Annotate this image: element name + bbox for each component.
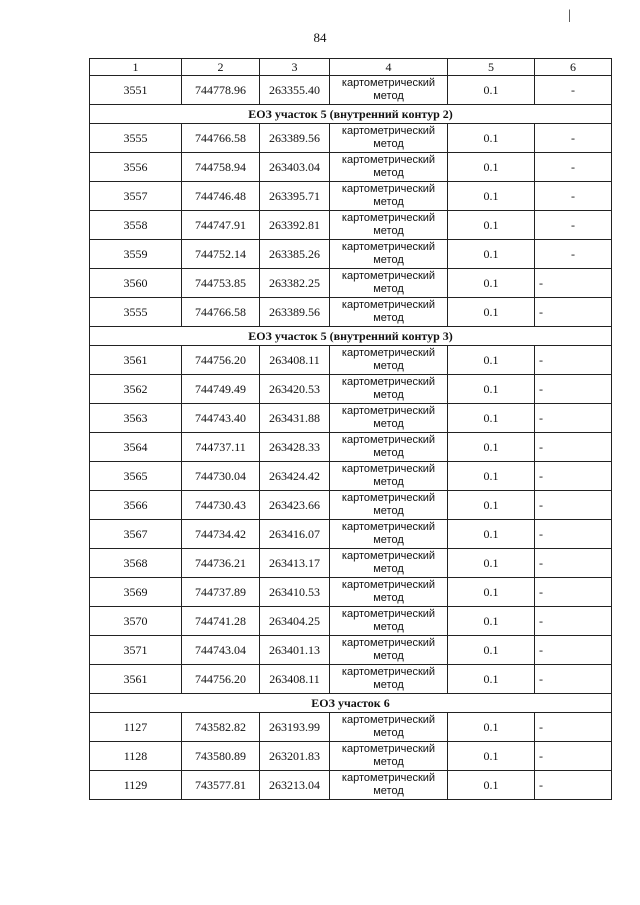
description-cell: - [535,76,612,105]
description-cell: - [535,346,612,375]
description-cell: - [535,713,612,742]
point-number-cell: 1129 [90,771,182,800]
table-row [90,346,612,375]
method-text-line2: метод [373,225,404,237]
point-number-cell: 3566 [90,491,182,520]
method-text-line2: метод [373,447,404,459]
method-cell [330,124,448,153]
accuracy-cell: 0.1 [448,346,535,375]
accuracy-cell: 0.1 [448,665,535,694]
y-coordinate-cell: 263385.26 [260,240,330,269]
point-number-cell: 3568 [90,549,182,578]
y-coordinate-cell: 263395.71 [260,182,330,211]
point-number-cell: 3570 [90,607,182,636]
point-number-cell: 1127 [90,713,182,742]
point-number-cell: 3558 [90,211,182,240]
method-text-line2: метод [373,756,404,768]
accuracy-cell: 0.1 [448,182,535,211]
accuracy-cell: 0.1 [448,76,535,105]
method-cell [330,742,448,771]
y-coordinate-cell: 263420.53 [260,375,330,404]
accuracy-cell: 0.1 [448,549,535,578]
point-number-cell: 3557 [90,182,182,211]
point-number-cell: 3555 [90,124,182,153]
method-cell [330,771,448,800]
description-cell: - [535,124,612,153]
method-text-line1: картометрический [341,714,436,726]
point-number-cell: 3562 [90,375,182,404]
method-text-line1: картометрический [341,550,436,562]
table-row [90,404,612,433]
method-text-line2: метод [373,389,404,401]
method-text-line2: метод [373,138,404,150]
x-coordinate-cell: 744746.48 [182,182,260,211]
table-row [90,182,612,211]
corner-mark: | [568,8,571,23]
table-row [90,298,612,327]
method-text-line1: картометрический [341,579,436,591]
method-text-line1: картометрический [341,212,436,224]
method-text-line1: картометрический [341,521,436,533]
method-text-line1: картометрический [341,405,436,417]
x-coordinate-cell: 744737.89 [182,578,260,607]
x-coordinate-cell: 744734.42 [182,520,260,549]
method-text-line1: картометрический [341,299,436,311]
y-coordinate-cell: 263410.53 [260,578,330,607]
description-cell: - [535,375,612,404]
description-cell: - [535,433,612,462]
method-text-line1: картометрический [341,743,436,755]
header-cell: 2 [182,59,260,76]
point-number-cell: 3561 [90,346,182,375]
accuracy-cell: 0.1 [448,153,535,182]
accuracy-cell: 0.1 [448,462,535,491]
x-coordinate-cell: 743577.81 [182,771,260,800]
y-coordinate-cell: 263389.56 [260,298,330,327]
point-number-cell: 3551 [90,76,182,105]
table-row [90,462,612,491]
description-cell: - [535,240,612,269]
accuracy-cell: 0.1 [448,433,535,462]
method-text-line2: метод [373,312,404,324]
y-coordinate-cell: 263201.83 [260,742,330,771]
x-coordinate-cell: 744730.04 [182,462,260,491]
table-row [90,607,612,636]
method-text-line1: картометрический [341,347,436,359]
table-row [90,549,612,578]
description-cell: - [535,211,612,240]
accuracy-cell: 0.1 [448,375,535,404]
table-row [90,578,612,607]
method-text-line2: метод [373,785,404,797]
y-coordinate-cell: 263403.04 [260,153,330,182]
y-coordinate-cell: 263416.07 [260,520,330,549]
method-cell [330,578,448,607]
section-title: ЕОЗ участок 6 [90,694,612,713]
coordinates-table [89,58,612,800]
x-coordinate-cell: 744758.94 [182,153,260,182]
y-coordinate-cell: 263424.42 [260,462,330,491]
point-number-cell: 3569 [90,578,182,607]
point-number-cell: 3564 [90,433,182,462]
accuracy-cell: 0.1 [448,298,535,327]
method-cell [330,607,448,636]
accuracy-cell: 0.1 [448,771,535,800]
method-text-line2: метод [373,679,404,691]
method-text-line2: метод [373,476,404,488]
x-coordinate-cell: 744736.21 [182,549,260,578]
method-cell [330,549,448,578]
table-row [90,269,612,298]
y-coordinate-cell: 263355.40 [260,76,330,105]
x-coordinate-cell: 744756.20 [182,665,260,694]
method-text-line2: метод [373,360,404,372]
method-text-line2: метод [373,196,404,208]
method-text-line1: картометрический [341,492,436,504]
method-text-line2: метод [373,592,404,604]
y-coordinate-cell: 263213.04 [260,771,330,800]
accuracy-cell: 0.1 [448,240,535,269]
method-text-line1: картометрический [341,608,436,620]
table-body [90,59,612,800]
x-coordinate-cell: 744730.43 [182,491,260,520]
method-text-line1: картометрический [341,772,436,784]
point-number-cell: 1128 [90,742,182,771]
y-coordinate-cell: 263408.11 [260,346,330,375]
method-text-line1: картометрический [341,376,436,388]
accuracy-cell: 0.1 [448,124,535,153]
method-cell [330,153,448,182]
method-cell [330,520,448,549]
method-text-line2: метод [373,254,404,266]
description-cell: - [535,298,612,327]
method-text-line2: метод [373,563,404,575]
method-cell [330,404,448,433]
method-cell [330,462,448,491]
method-cell [330,269,448,298]
y-coordinate-cell: 263413.17 [260,549,330,578]
table-row [90,491,612,520]
header-cell: 1 [90,59,182,76]
table-row [90,713,612,742]
method-text-line2: метод [373,727,404,739]
point-number-cell: 3559 [90,240,182,269]
method-text-line1: картометрический [341,666,436,678]
x-coordinate-cell: 744752.14 [182,240,260,269]
method-cell [330,240,448,269]
accuracy-cell: 0.1 [448,491,535,520]
point-number-cell: 3571 [90,636,182,665]
accuracy-cell: 0.1 [448,607,535,636]
x-coordinate-cell: 743582.82 [182,713,260,742]
table-row [90,375,612,404]
section-title-row [90,105,612,124]
y-coordinate-cell: 263423.66 [260,491,330,520]
accuracy-cell: 0.1 [448,404,535,433]
x-coordinate-cell: 744749.49 [182,375,260,404]
description-cell: - [535,153,612,182]
method-text-line1: картометрический [341,637,436,649]
x-coordinate-cell: 744766.58 [182,298,260,327]
method-cell [330,346,448,375]
method-text-line1: картометрический [341,270,436,282]
method-cell [330,491,448,520]
method-text-line2: метод [373,418,404,430]
method-text-line2: метод [373,283,404,295]
page-number: 84 [313,30,327,45]
method-text-line1: картометрический [341,463,436,475]
y-coordinate-cell: 263382.25 [260,269,330,298]
y-coordinate-cell: 263193.99 [260,713,330,742]
table-row [90,771,612,800]
point-number-cell: 3555 [90,298,182,327]
accuracy-cell: 0.1 [448,578,535,607]
table-row [90,240,612,269]
header-cell: 4 [330,59,448,76]
description-cell: - [535,578,612,607]
method-cell [330,636,448,665]
method-text-line2: метод [373,621,404,633]
table-row [90,153,612,182]
x-coordinate-cell: 744778.96 [182,76,260,105]
y-coordinate-cell: 263431.88 [260,404,330,433]
point-number-cell: 3556 [90,153,182,182]
method-text-line1: картометрический [341,434,436,446]
table-row [90,520,612,549]
x-coordinate-cell: 744766.58 [182,124,260,153]
table-row [90,665,612,694]
method-text-line2: метод [373,650,404,662]
description-cell: - [535,636,612,665]
description-cell: - [535,520,612,549]
y-coordinate-cell: 263392.81 [260,211,330,240]
point-number-cell: 3561 [90,665,182,694]
x-coordinate-cell: 744743.40 [182,404,260,433]
accuracy-cell: 0.1 [448,636,535,665]
y-coordinate-cell: 263401.13 [260,636,330,665]
y-coordinate-cell: 263408.11 [260,665,330,694]
point-number-cell: 3567 [90,520,182,549]
header-cell: 3 [260,59,330,76]
method-cell [330,665,448,694]
method-cell [330,375,448,404]
description-cell: - [535,771,612,800]
point-number-cell: 3560 [90,269,182,298]
section-title-row [90,694,612,713]
method-text-line1: картометрический [341,183,436,195]
description-cell: - [535,182,612,211]
header-row [90,59,612,76]
x-coordinate-cell: 744743.04 [182,636,260,665]
description-cell: - [535,742,612,771]
table-row [90,211,612,240]
x-coordinate-cell: 744747.91 [182,211,260,240]
section-title: ЕОЗ участок 5 (внутренний контур 3) [90,327,612,346]
method-text-line1: картометрический [341,241,436,253]
method-text-line1: картометрический [341,154,436,166]
x-coordinate-cell: 744756.20 [182,346,260,375]
description-cell: - [535,462,612,491]
y-coordinate-cell: 263428.33 [260,433,330,462]
table-row [90,742,612,771]
x-coordinate-cell: 743580.89 [182,742,260,771]
accuracy-cell: 0.1 [448,269,535,298]
description-cell: - [535,549,612,578]
table-row [90,124,612,153]
method-text-line2: метод [373,90,404,102]
accuracy-cell: 0.1 [448,520,535,549]
method-cell [330,713,448,742]
section-title-row [90,327,612,346]
description-cell: - [535,607,612,636]
table-row [90,433,612,462]
method-text-line1: картометрический [341,125,436,137]
method-cell [330,298,448,327]
description-cell: - [535,665,612,694]
method-cell [330,211,448,240]
description-cell: - [535,269,612,298]
x-coordinate-cell: 744741.28 [182,607,260,636]
header-cell: 6 [535,59,612,76]
accuracy-cell: 0.1 [448,742,535,771]
section-title: ЕОЗ участок 5 (внутренний контур 2) [90,105,612,124]
x-coordinate-cell: 744753.85 [182,269,260,298]
table-row [90,76,612,105]
x-coordinate-cell: 744737.11 [182,433,260,462]
point-number-cell: 3563 [90,404,182,433]
point-number-cell: 3565 [90,462,182,491]
table-row [90,636,612,665]
method-cell [330,76,448,105]
method-cell [330,182,448,211]
description-cell: - [535,491,612,520]
method-text-line2: метод [373,534,404,546]
method-text-line2: метод [373,167,404,179]
accuracy-cell: 0.1 [448,713,535,742]
accuracy-cell: 0.1 [448,211,535,240]
method-cell [330,433,448,462]
header-cell: 5 [448,59,535,76]
method-text-line2: метод [373,505,404,517]
y-coordinate-cell: 263404.25 [260,607,330,636]
y-coordinate-cell: 263389.56 [260,124,330,153]
description-cell: - [535,404,612,433]
method-text-line1: картометрический [341,77,436,89]
